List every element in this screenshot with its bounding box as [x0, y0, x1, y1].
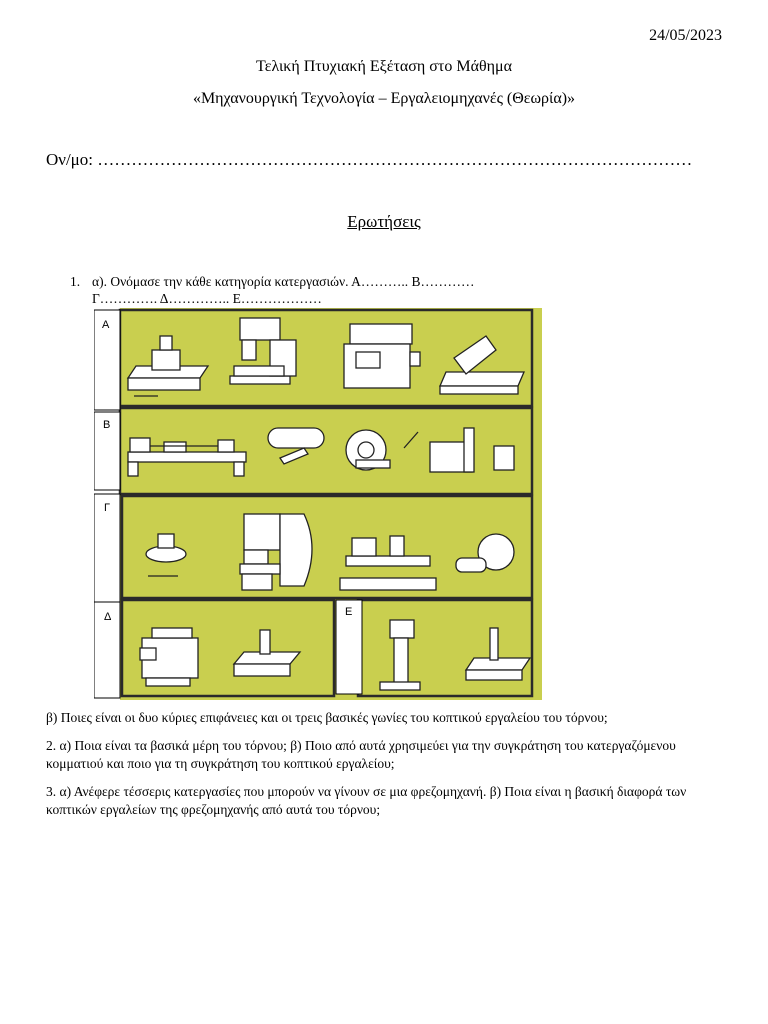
row-label-b: Β [103, 419, 111, 431]
row-label-d: Δ [104, 611, 112, 623]
exam-date: 24/05/2023 [649, 27, 722, 44]
machining-categories-figure [94, 308, 542, 700]
question-2: 2. α) Ποια είναι τα βασικά μέρη του τόρνου; β) Ποιο από αυτά χρησιμεύει για την συγκράτηση του κατεργαζόμενου κομματιού και ποιο για τη συγκράτηση του κοπτικού εργαλείου; [46, 738, 676, 771]
student-name-line: Ον/μο: …………………………………………………………………………………………… [46, 150, 693, 169]
questions-heading: Ερωτήσεις [347, 212, 421, 231]
question-1-line2: Γ…………. Δ………….. Ε……………… [92, 291, 322, 306]
row-label-a: Α [102, 319, 110, 331]
exam-title: Τελική Πτυχιακή Εξέταση στο Μάθημα [256, 58, 512, 75]
row-label-e: Ε [345, 606, 353, 618]
question-1-number: 1. [70, 274, 81, 289]
question-1b: β) Ποιες είναι οι δυο κύριες επιφάνειες και οι τρεις βασικές γωνίες του κοπτικού εργαλείου του τόρνου; [46, 710, 608, 725]
question-3: 3. α) Ανέφερε τέσσερις κατεργασίες που μπορούν να γίνουν σε μια φρεζομηχανή. β) Ποια είναι η βασική διαφορά των κοπτικών εργαλείων της φρεζομηχανής από αυτά του τόρνου; [46, 784, 687, 817]
course-title: «Μηχανουργική Τεχνολογία – Εργαλειομηχανές (Θεωρία)» [192, 90, 576, 107]
row-label-g: Γ [104, 502, 111, 514]
question-1-line1: α). Ονόμασε την κάθε κατηγορία κατεργασιών. Α……….. Β………… [92, 274, 475, 289]
